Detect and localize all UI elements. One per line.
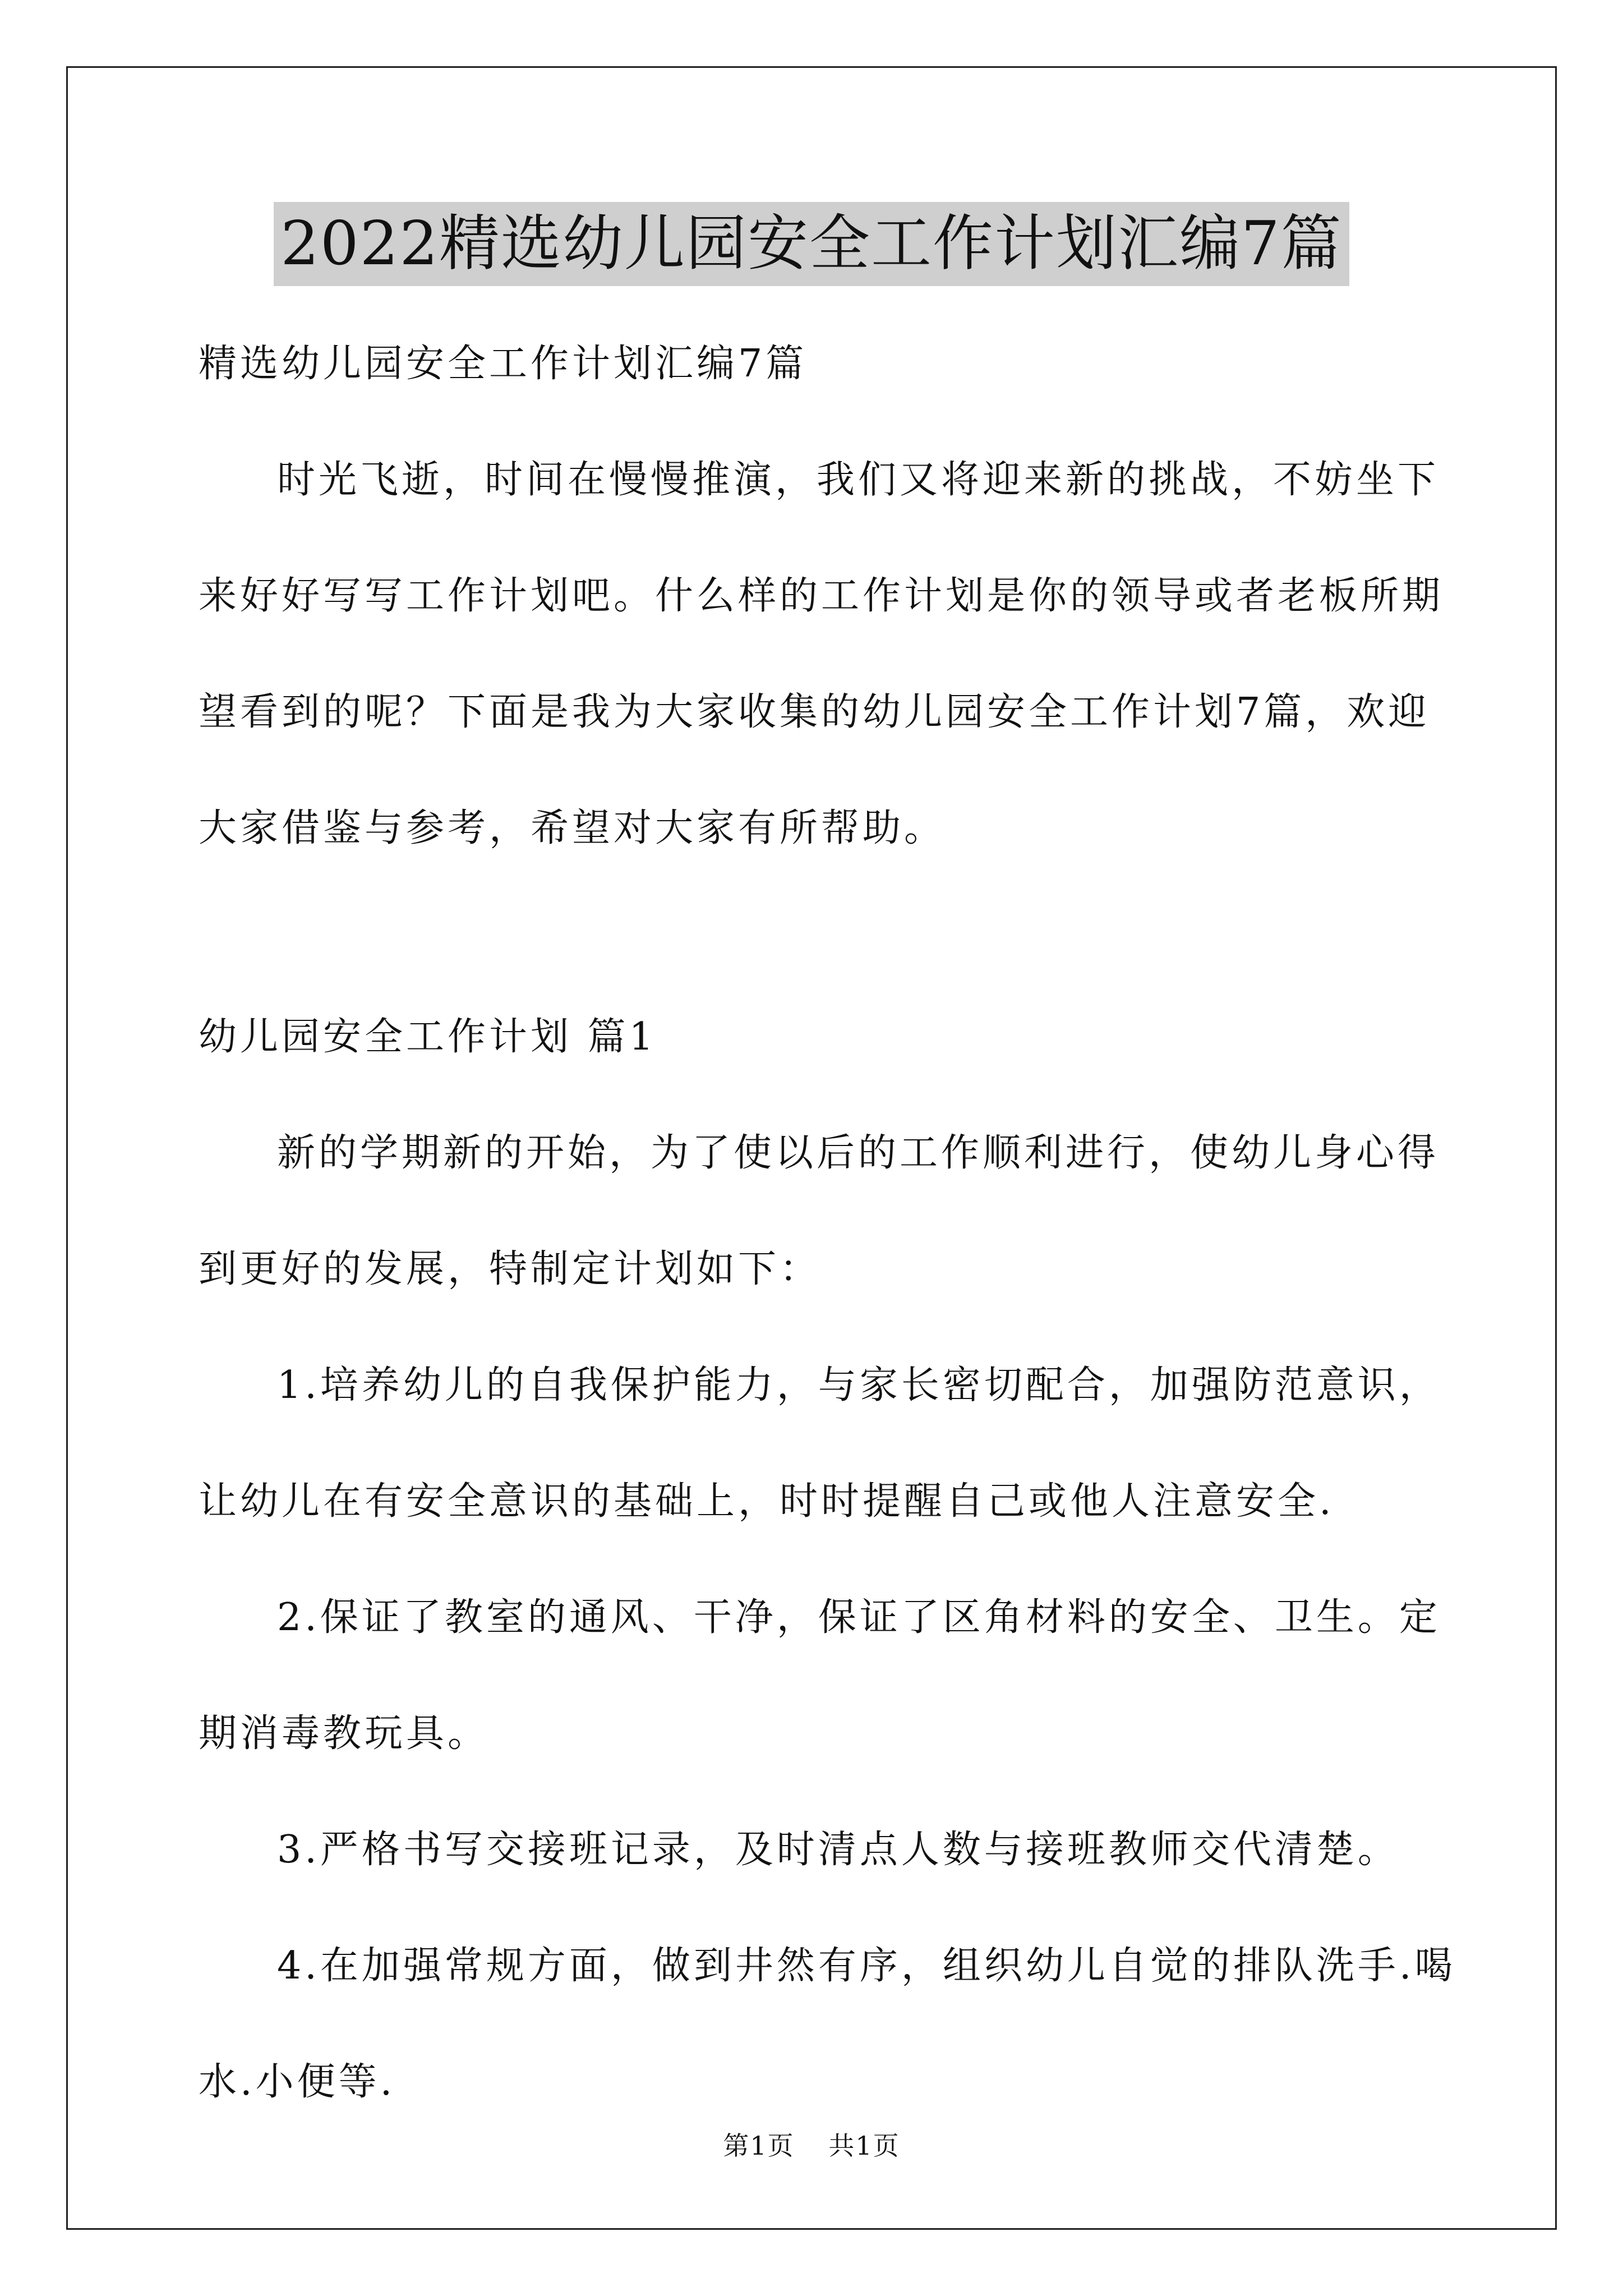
section-line: 1.培养幼儿的自我保护能力，与家长密切配合，加强防范意识， bbox=[277, 1363, 1441, 1407]
page-number-total: 共1页 bbox=[828, 2131, 900, 2161]
section-line: 新的学期新的开始，为了使以后的工作顺利进行，使幼儿身心得 bbox=[277, 1131, 1440, 1175]
section-line: 期消毒教玩具。 bbox=[199, 1711, 490, 1756]
section-line: 3.严格书写交接班记录，及时清点人数与接班教师交代清楚。 bbox=[277, 1828, 1399, 1872]
section-heading: 幼儿园安全工作计划 篇1 bbox=[199, 1015, 657, 1059]
document-title: 2022精选幼儿园安全工作计划汇编7篇 bbox=[274, 202, 1349, 286]
page-number-current: 第1页 bbox=[723, 2131, 795, 2161]
section-line: 水.小便等. bbox=[199, 2060, 396, 2104]
section-line: 让幼儿在有安全意识的基础上，时时提醒自己或他人注意安全. bbox=[199, 1479, 1335, 1524]
paragraph-gap bbox=[199, 886, 1432, 979]
section-line: 2.保证了教室的通风、干净，保证了区角材料的安全、卫生。定 bbox=[277, 1595, 1441, 1640]
document-body bbox=[199, 306, 1456, 2140]
page-footer bbox=[0, 2129, 1623, 2162]
intro-line: 来好好写写工作计划吧。什么样的工作计划是你的领导或者老板所期 bbox=[199, 574, 1444, 618]
section-line: 到更好的发展，特制定计划如下： bbox=[199, 1247, 822, 1291]
intro-line: 大家借鉴与参考，希望对大家有所帮助。 bbox=[199, 806, 946, 850]
title-container bbox=[0, 202, 1623, 286]
intro-line: 望看到的呢？下面是我为大家收集的幼儿园安全工作计划7篇，欢迎 bbox=[199, 690, 1430, 734]
intro-line: 时光飞逝，时间在慢慢推演，我们又将迎来新的挑战，不妨坐下 bbox=[277, 458, 1440, 502]
document-subtitle: 精选幼儿园安全工作计划汇编7篇 bbox=[199, 342, 808, 386]
section-line: 4.在加强常规方面，做到井然有序，组织幼儿自觉的排队洗手.喝 bbox=[277, 1944, 1456, 1988]
